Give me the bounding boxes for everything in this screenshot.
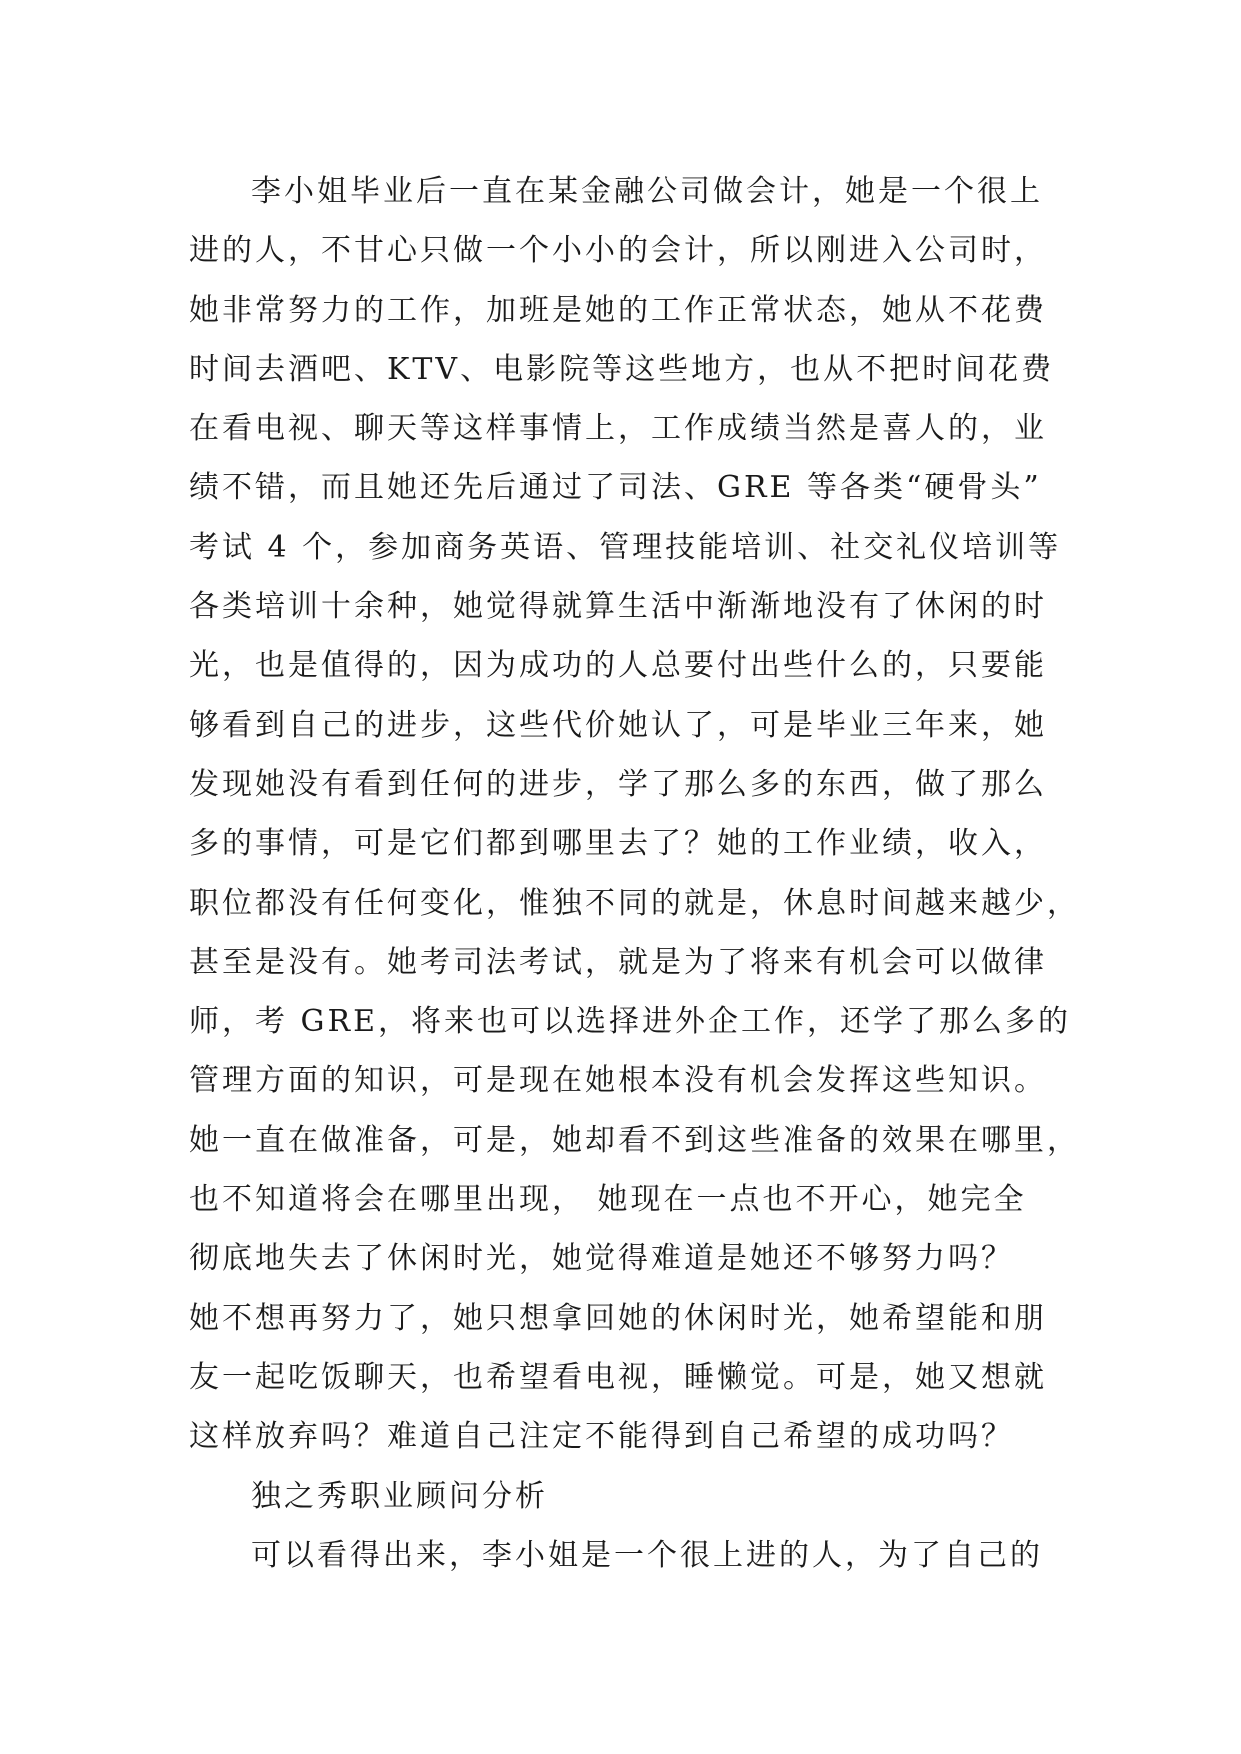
paragraph-line: 考试 4 个，参加商务英语、管理技能培训、社交礼仪培训等 [189,529,1062,565]
paragraph-line: 她非常努力的工作，加班是她的工作正常状态，她从不花费 [189,292,1047,328]
paragraph-line: 时间去酒吧、KTV、电影院等这些地方，也从不把时间花费 [189,351,1055,387]
paragraph-line: 可以看得出来，李小姐是一个很上进的人，为了自己的 [251,1537,1043,1573]
body-text [189,162,1080,1585]
paragraph-line: 各类培训十余种，她觉得就算生活中渐渐地没有了休闲的时 [189,589,1047,625]
paragraph-line: 多的事情，可是它们都到哪里去了？她的工作业绩，收入， [189,826,1047,862]
paragraph-line: 这样放弃吗？难道自己注定不能得到自己希望的成功吗？ [189,1419,1014,1455]
paragraph-line: 职位都没有任何变化，惟独不同的就是，休息时间越来越少， [189,885,1080,921]
paragraph-line: 甚至是没有。她考司法考试，就是为了将来有机会可以做律 [189,944,1047,980]
paragraph-line: 绩不错，而且她还先后通过了司法、GRE 等各类“硬骨头” [189,470,1042,506]
paragraph-line: 友一起吃饭聊天，也希望看电视，睡懒觉。可是，她又想就 [189,1359,1047,1395]
paragraph-line: 在看电视、聊天等这样事情上，工作成绩当然是喜人的，业 [189,411,1047,447]
paragraph-line: 够看到自己的进步，这些代价她认了，可是毕业三年来，她 [189,707,1047,743]
section-heading: 独之秀职业顾问分析 [251,1478,548,1514]
paragraph-line: 她不想再努力了，她只想拿回她的休闲时光，她希望能和朋 [189,1300,1047,1336]
paragraph-line: 李小姐毕业后一直在某金融公司做会计，她是一个很上 [251,174,1043,209]
paragraph-line: 她一直在做准备，可是，她却看不到这些准备的效果在哪里， [189,1122,1080,1158]
paragraph-line: 也不知道将会在哪里出现， 她现在一点也不开心，她完全 [189,1182,1027,1218]
paragraph-line: 管理方面的知识，可是现在她根本没有机会发挥这些知识。 [189,1063,1047,1099]
paragraph-line: 进的人，不甘心只做一个小小的会计，所以刚进入公司时， [189,233,1047,269]
paragraph-line: 光，也是值得的，因为成功的人总要付出些什么的，只要能 [189,648,1047,684]
paragraph-line: 师，考 GRE，将来也可以选择进外企工作，还学了那么多的 [189,1004,1071,1040]
paragraph-line: 发现她没有看到任何的进步，学了那么多的东西，做了那么 [189,766,1047,802]
paragraph-line: 彻底地失去了休闲时光，她觉得难道是她还不够努力吗？ [189,1241,1014,1277]
